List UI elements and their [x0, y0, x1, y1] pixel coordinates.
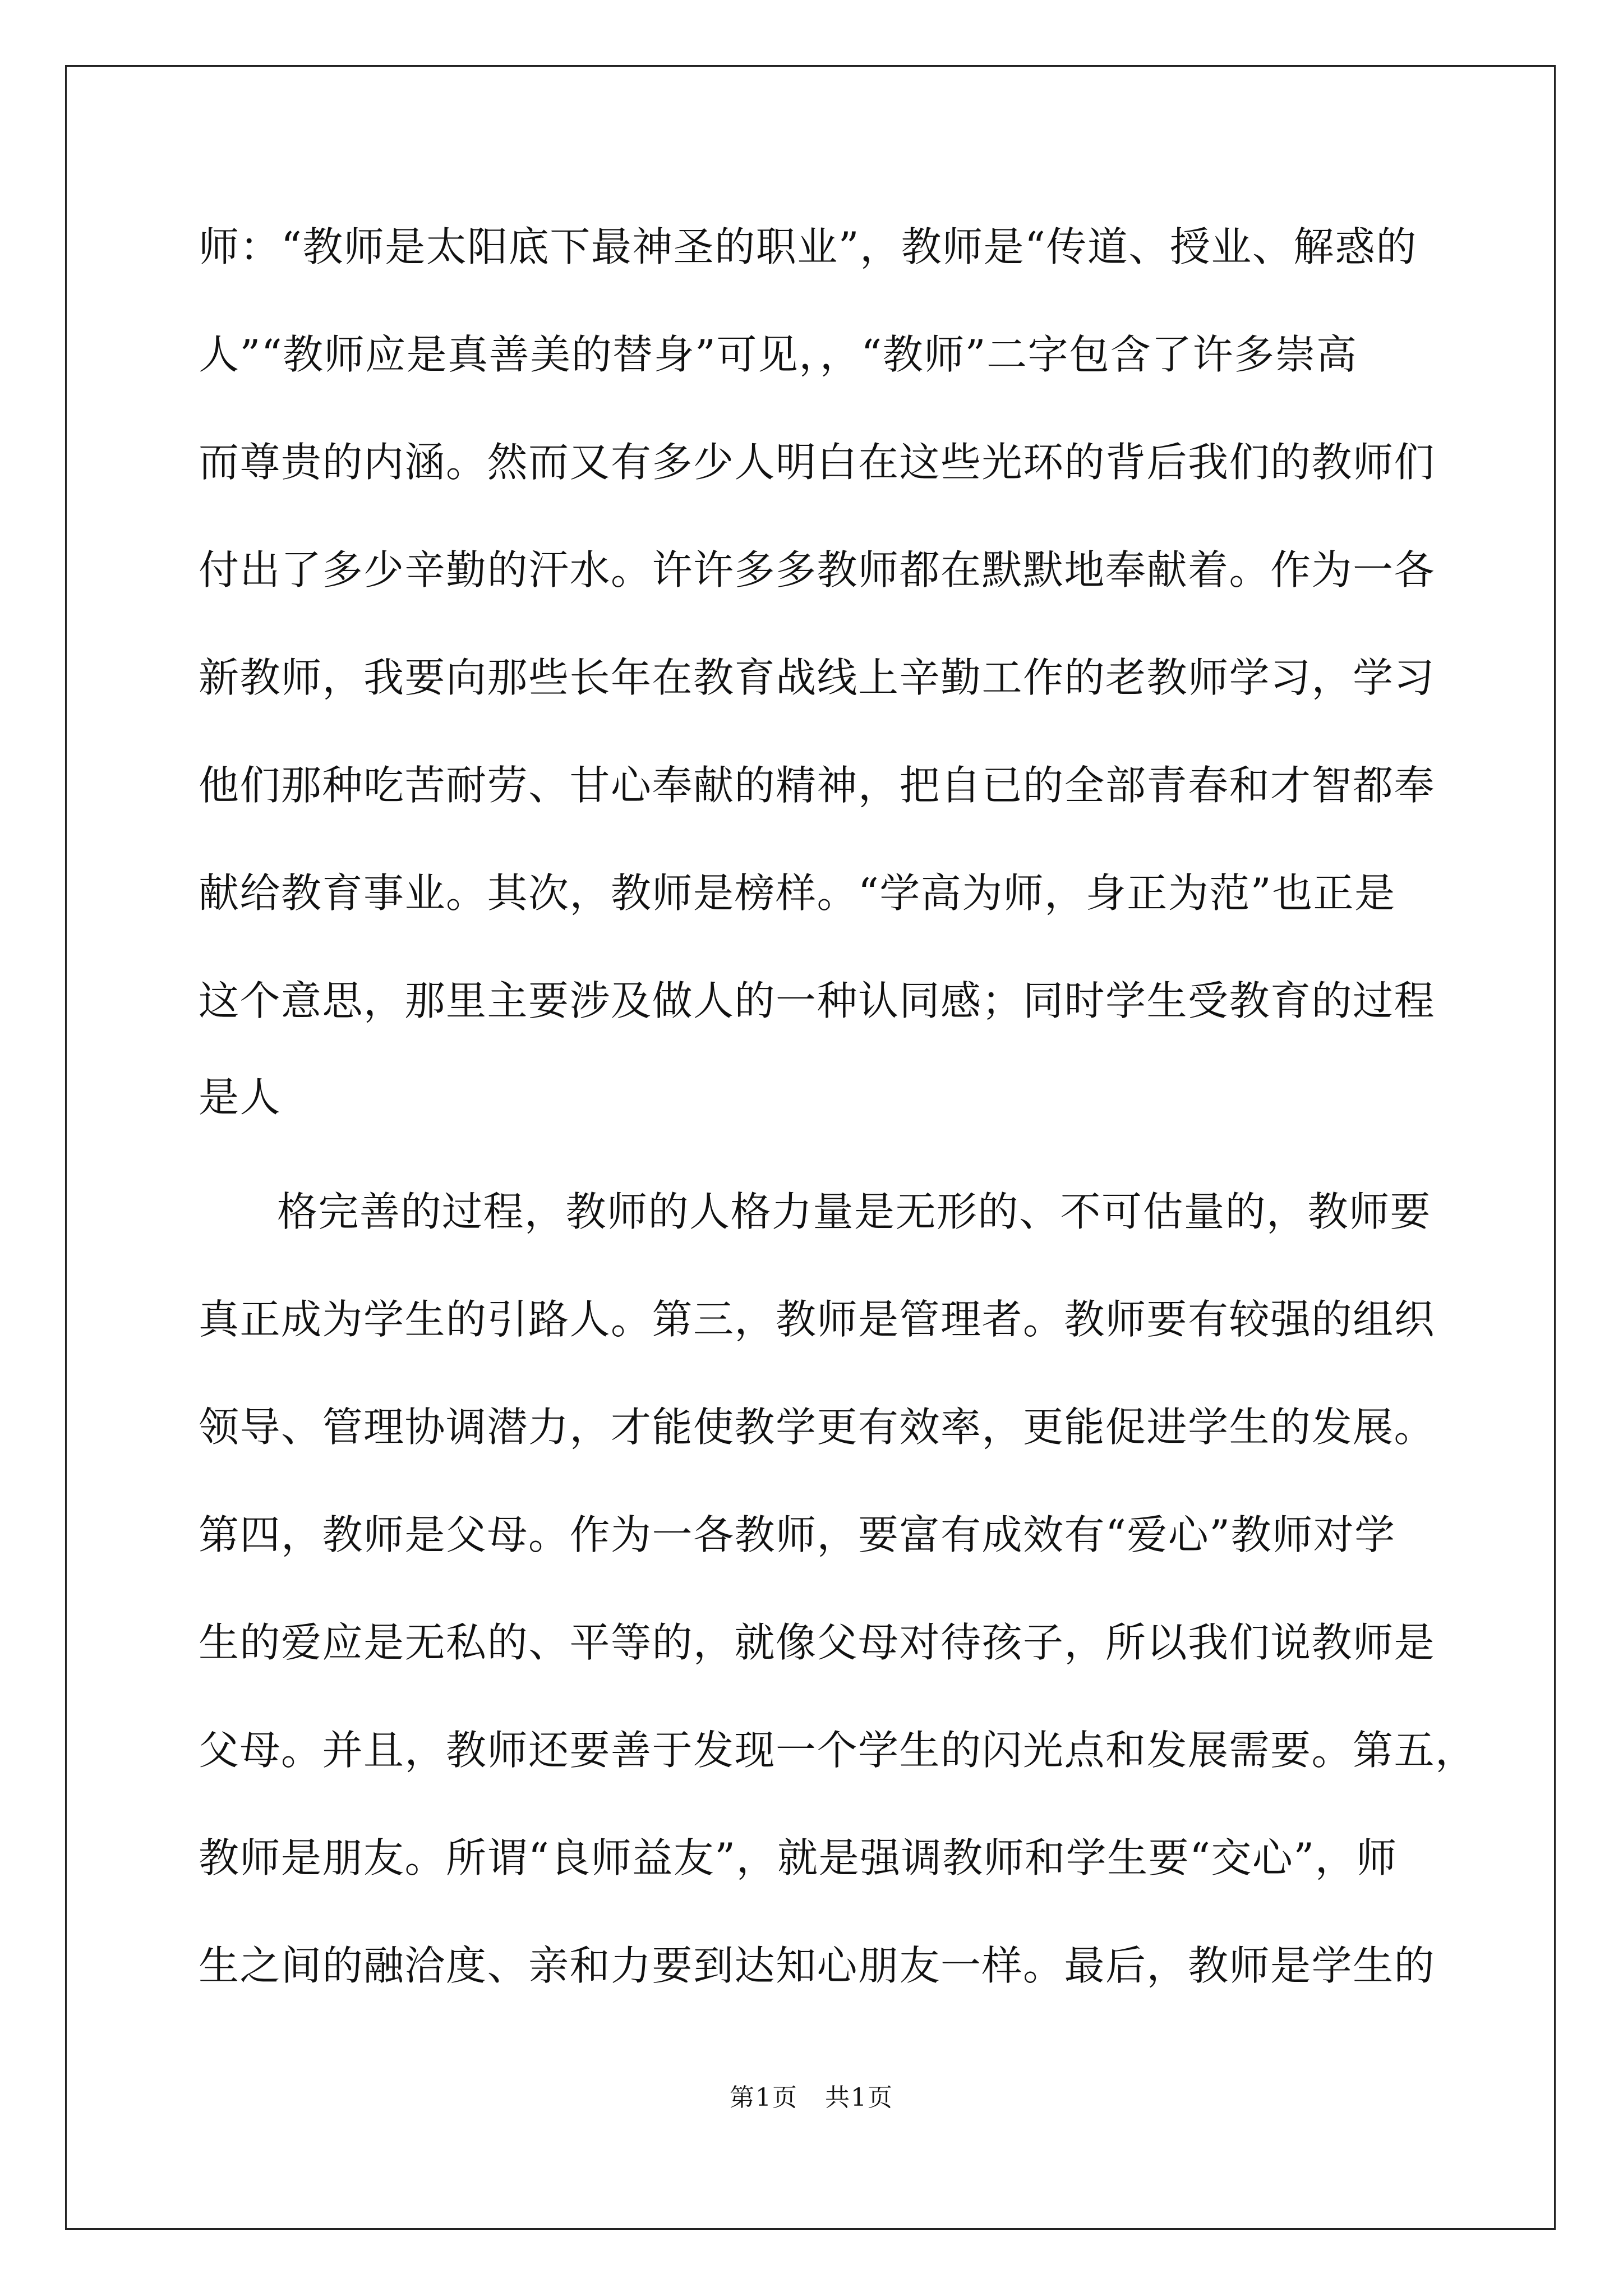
text-line: 生之间的融洽度、亲和力要到达知心朋友一样。最后，教师是学生的	[199, 1942, 1436, 1989]
text-line: 真正成为学生的引路人。第三，教师是管理者。教师要有较强的组织	[199, 1296, 1436, 1343]
text-line: 是人	[199, 1074, 282, 1121]
paragraph-first-line: 格完善的过程，教师的人格力量是无形的、不可估量的，教师要	[277, 1188, 1432, 1235]
text-line: 师：“教师是太阳底下最神圣的职业”，教师是“传道、授业、解惑的	[199, 223, 1417, 270]
text-line: 他们那种吃苦耐劳、甘心奉献的精神，把自已的全部青春和才智都奉	[199, 762, 1436, 809]
text-line: 人”“教师应是真善美的替身”可见，，“教师”二字包含了许多崇高	[199, 331, 1358, 378]
text-line: 教师是朋友。所谓“良师益友”，就是强调教师和学生要“交心”，师	[199, 1834, 1398, 1881]
text-line: 这个意思，那里主要涉及做人的一种认同感；同时学生受教育的过程	[199, 977, 1436, 1024]
text-line: 献给教育事业。其次，教师是榜样。“学高为师，身正为范”也正是	[199, 869, 1396, 917]
text-line: 第四，教师是父母。作为一各教师，要富有成效有“爱心”教师对学	[199, 1511, 1396, 1558]
text-line: 付出了多少辛勤的汗水。许许多多教师都在默默地奉献着。作为一各	[199, 546, 1436, 593]
text-line: 生的爱应是无私的、平等的，就像父母对待孩子，所以我们说教师是	[199, 1619, 1436, 1666]
text-line: 父母。并且，教师还要善于发现一个学生的闪光点和发展需要。第五，	[199, 1727, 1477, 1774]
page-number-total: 共1页	[825, 2083, 893, 2112]
text-line: 而尊贵的内涵。然而又有多少人明白在这些光环的背后我们的教师们	[199, 439, 1436, 486]
page-footer	[0, 2082, 1623, 2114]
text-line: 领导、管理协调潜力，才能使教学更有效率，更能促进学生的发展。	[199, 1404, 1436, 1451]
text-line: 新教师，我要向那些长年在教育战线上辛勤工作的老教师学习，学习	[199, 654, 1436, 701]
page-border	[65, 65, 1556, 2230]
page-number-current: 第1页	[730, 2083, 798, 2112]
